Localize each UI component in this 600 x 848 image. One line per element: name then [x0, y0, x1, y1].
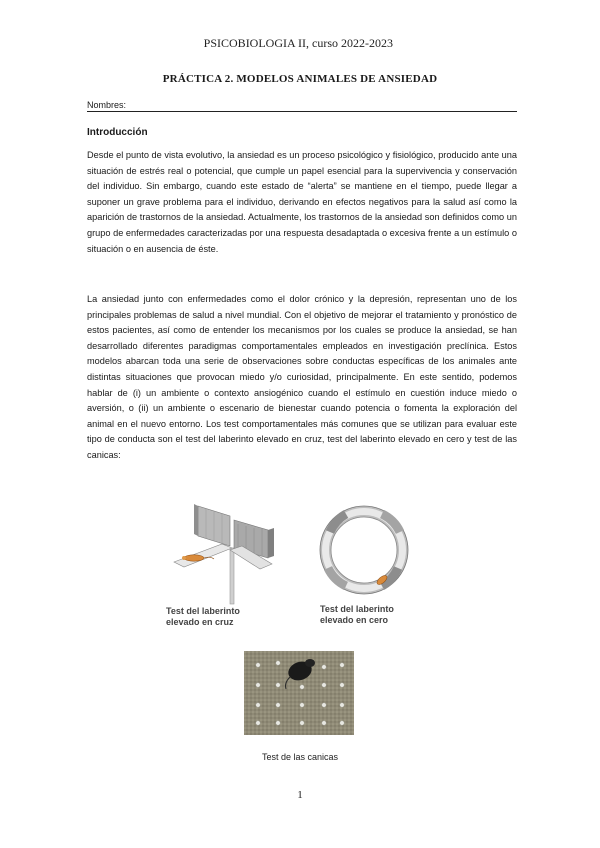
- page-number: 1: [297, 789, 303, 801]
- course-header: PSICOBIOLOGIA II, curso 2022-2023: [203, 36, 393, 50]
- caption-zero-maze: [320, 604, 394, 626]
- nombres-field: Nombres:: [87, 100, 517, 112]
- caption-zero-maze-line2: elevado en cero: [320, 615, 389, 625]
- intro-paragraph-1: Desde el punto de vista evolutivo, la ansiedad es un proceso psicológico y fisiológico, producido ante una situación de estrés real o potencial, que cumple un papel esencial para la supervivencia y conservación del individuo. Sin embargo, cuando este estado de “alerta” se mantiene en el tiempo, puede llegar a suponer un grave problema para el individuo, derivando en efectos negativos para la salud así como la aparición de trastornos de la ansiedad. Actualmente, los trastornos de la ansiedad son definidos como un grupo de enfermedades caracterizadas por una respuesta desadaptada o excesiva frente a un estímulo o situación o en ausencia de éste.: [87, 150, 517, 254]
- section-heading-introduccion: Introducción: [87, 127, 148, 138]
- caption-marbles: Test de las canicas: [261, 752, 339, 762]
- zero-maze-illustration: [316, 502, 412, 598]
- intro-paragraph-2: La ansiedad junto con enfermedades como el dolor crónico y la depresión, representan uno de los principales problemas de salud a nivel mundial. Con el objetivo de mejorar el tratamiento y pronóstico de estos pacientes, así como de entender los mecanismos por los cuales se produce la ansiedad, se han desarrollado diferentes paradigmas comportamentales empleados en investigación preclínica. Estos modelos abarcan toda una serie de observaciones sobre conductas específicas de los animales ante distintas situaciones que provocan miedo y/o curiosidad, principalmente. En este sentido, podemos hablar de (i) un ambiente o contexto ansiogénico cuando el estímulo en cuestión induce miedo o aversión, o (ii) un ambiente o escenario de bienestar cuando potencia o fomenta la exploración del animal en el nuevo entorno. Los test comportamentales más comunes que se utilizan para evaluar este tipo de conducta son el test del laberinto elevado en cruz, test del laberinto elevado en cero y test de las canicas:: [87, 294, 517, 460]
- page-title: PRÁCTICA 2. MODELOS ANIMALES DE ANSIEDAD: [162, 73, 438, 85]
- caption-zero-maze-line1: Test del laberinto: [320, 604, 394, 614]
- caption-cross-maze: [166, 606, 240, 628]
- caption-cross-maze-line1: Test del laberinto: [166, 606, 240, 616]
- caption-cross-maze-line2: elevado en cruz: [166, 617, 234, 627]
- cross-maze-illustration: [172, 496, 284, 606]
- marbles-test-photo: [244, 651, 354, 735]
